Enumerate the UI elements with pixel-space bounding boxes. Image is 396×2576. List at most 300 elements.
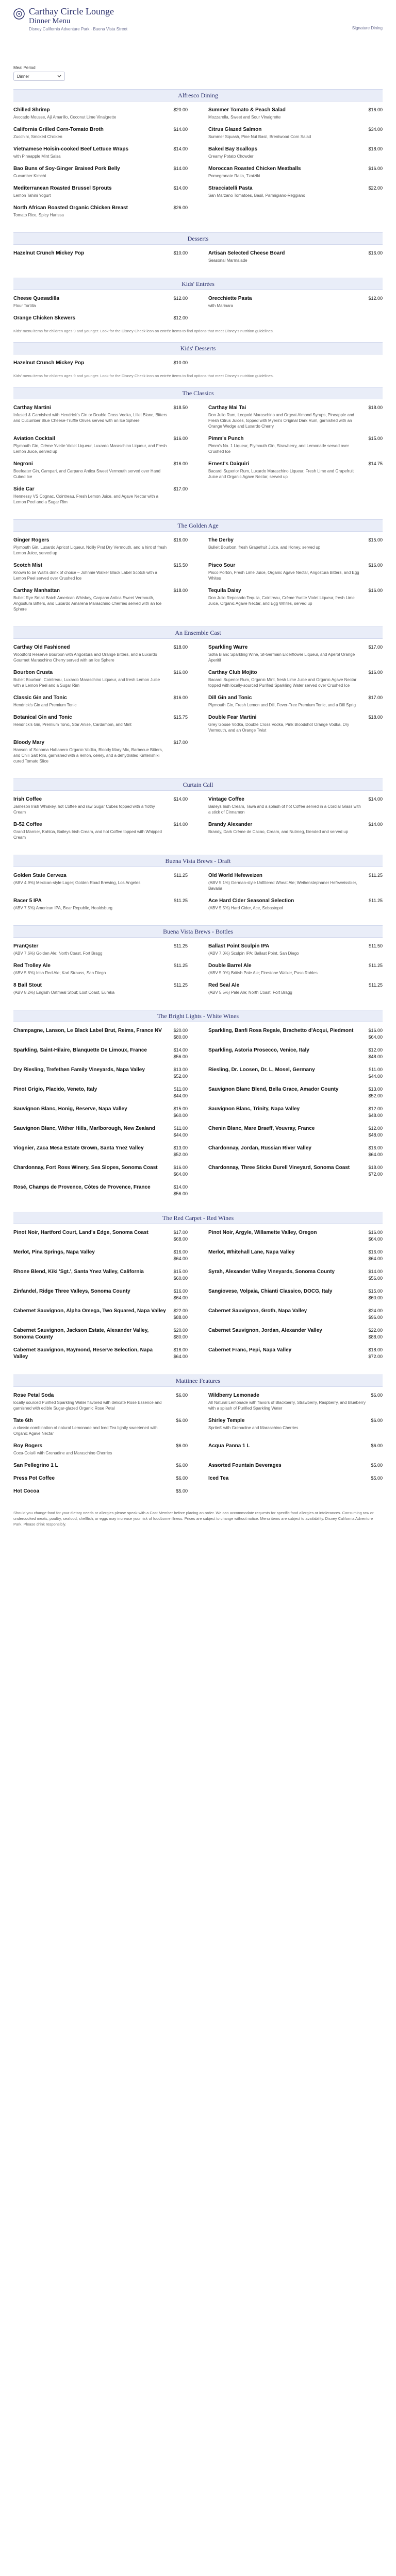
bottle-price: $64.00 — [368, 1152, 383, 1157]
menu-item — [13, 146, 188, 159]
menu-item-description: (ABV 5.0%) British Pale Ale; Firestone Walker, Paso Robles — [208, 971, 318, 975]
menu-item-name: Cabernet Franc, Pepi, Napa Valley — [208, 1347, 292, 1353]
menu-item — [208, 587, 383, 612]
menu-item-description: Creamy Potato Chowder — [208, 154, 254, 159]
menu-item-price: $26.00 — [173, 205, 188, 210]
menu-section — [13, 519, 383, 618]
glass-price: $12.00 — [368, 1106, 383, 1111]
menu-item-description: locally sourced Purified Sparkling Water flavored with delicate Rose Essence and garnished with edible Sugar-glazed Organic Rose Petal — [13, 1400, 162, 1411]
menu-item-name: Press Pot Coffee — [13, 1476, 55, 1481]
menu-item — [208, 250, 383, 263]
menu-item — [208, 1125, 383, 1139]
menu-item-info — [208, 1288, 368, 1295]
menu-item-info — [208, 250, 368, 263]
menu-item-price: $16.00 — [173, 695, 188, 700]
menu-item-name: Merlot, Whitehall Lane, Napa Valley — [208, 1249, 295, 1255]
menu-item-name: Carthay Club Mojito — [208, 670, 257, 675]
menu-item-description: Lemon Tahini Yogurt — [13, 193, 51, 198]
bottle-price: $64.00 — [368, 1256, 383, 1261]
menu-item-info — [13, 126, 173, 140]
menu-item-info — [13, 1184, 173, 1191]
menu-item — [208, 821, 383, 840]
menu-item-name: Hazelnut Crunch Mickey Pop — [13, 360, 85, 366]
menu-item-info — [13, 404, 173, 423]
menu-item-name: Acqua Panna 1 L — [208, 1443, 250, 1449]
menu-item-info — [208, 943, 369, 956]
menu-item-description: Pimm's No. 1 Liqueur, Plymouth Gin, Strawberry, and Lemonade served over Crushed Ice — [208, 444, 349, 454]
menu-item-info — [13, 537, 173, 556]
menu-item-info — [208, 1347, 368, 1353]
menu-item — [208, 537, 383, 556]
section-title: Kids' Desserts — [13, 342, 383, 354]
menu-item-info — [208, 1308, 368, 1314]
menu-item — [13, 1308, 188, 1321]
menu-item-name: Wildberry Lemonade — [208, 1393, 259, 1398]
bottle-price: $52.00 — [173, 1074, 188, 1079]
menu-item — [13, 1327, 188, 1341]
menu-item-price: $17.00 — [368, 695, 383, 700]
menu-item-description: Sofia Blanc Sparkling Wine, St-Germain Elderflower Liqueur, and Aperol Orange Aperitif — [208, 652, 355, 663]
bottle-price: $56.00 — [173, 1054, 188, 1059]
menu-section — [13, 1375, 383, 1501]
menu-item-info — [13, 1249, 173, 1256]
menu-item — [13, 1392, 188, 1411]
menu-item-description: San Marzano Tomatoes, Basil, Parmigiano-Reggiano — [208, 193, 305, 198]
menu-item-info — [13, 1443, 176, 1456]
menu-item-description: (ABV 8.2%) English Oatmeal Stout; Lost Coast, Eureka — [13, 990, 115, 995]
menu-item-grid — [13, 360, 383, 372]
menu-item-name: Merlot, Pina Springs, Napa Valley — [13, 1249, 95, 1255]
glass-price: $16.00 — [173, 1249, 188, 1255]
menu-item-info — [13, 962, 174, 976]
menu-item-name: Moroccan Roasted Chicken Meatballs — [208, 166, 301, 172]
glass-price: $15.00 — [173, 1106, 188, 1111]
menu-item-info — [208, 295, 368, 309]
menu-item-prices — [368, 1066, 383, 1080]
menu-item-name: Irish Coffee — [13, 796, 42, 802]
menu-item-info — [208, 587, 368, 606]
menu-item — [208, 1268, 383, 1282]
menu-item-description: Seasonal Marmalade — [208, 258, 248, 263]
menu-item-name: Scotch Mist — [13, 563, 43, 568]
menu-item — [13, 1417, 188, 1436]
menu-item-name: North African Roasted Organic Chicken Breast — [13, 205, 128, 211]
menu-section — [13, 626, 383, 770]
menu-item-price: $14.00 — [368, 796, 383, 802]
menu-item-name: Ernest's Daiquiri — [208, 461, 250, 467]
menu-item — [13, 360, 188, 366]
menu-item — [13, 165, 188, 179]
menu-item-info — [208, 562, 368, 581]
menu-item — [208, 295, 383, 309]
meal-period-select[interactable] — [13, 72, 65, 81]
menu-item-name: Riesling, Dr. Loosen, Dr. L, Mosel, Germany — [208, 1067, 315, 1073]
bottle-price: $60.00 — [173, 1276, 188, 1281]
menu-item-grid — [13, 644, 383, 770]
menu-item-price: $11.25 — [369, 898, 383, 903]
section-note: Kids' menu items for children ages 9 and younger. Look for the Disney Check icon on entrée items to find options that meet Disney's nutrition guidelines. — [13, 374, 274, 378]
menu-item-info — [13, 1392, 176, 1411]
menu-item-name: Rhone Blend, Kiki 'Sgt.', Santa Ynez Valley, California — [13, 1269, 144, 1275]
menu-item-description: Hanson of Sonoma Habanero Organic Vodka, Bloody Mary Mix, Barbecue Bitters, and Chili Salt Rim, garnished with a lemon, celery, and a dehydrated Kintenshiki cured Tomato Slice — [13, 748, 163, 764]
menu-item-info — [208, 537, 368, 550]
menu-item-price: $16.00 — [368, 670, 383, 675]
menu-item — [208, 872, 383, 891]
menu-item-name: Chenin Blanc, Mare Braeff, Vouvray, France — [208, 1126, 315, 1131]
menu-item-name: Roy Rogers — [13, 1443, 43, 1449]
menu-item-info — [13, 295, 173, 309]
menu-item-price: $34.00 — [368, 127, 383, 132]
restaurant-logo-icon — [13, 8, 25, 20]
menu-item-prices — [173, 1288, 188, 1301]
menu-section — [13, 342, 383, 379]
bottle-price: $44.00 — [368, 1074, 383, 1079]
menu-item-description: Pisco Portón, Fresh Lime Juice, Organic Agave Nectar, Angostura Bitters, and Egg Whites — [208, 570, 359, 581]
menu-item-grid — [13, 796, 383, 846]
bottle-price: $72.00 — [368, 1172, 383, 1177]
menu-item-info — [13, 1327, 173, 1341]
menu-item-description: All Natural Lemonade with flavors of Blackberry, Strawberry, Raspberry, and Blueberry with a splash of Purified Sparkling Water — [208, 1400, 366, 1411]
menu-item-description: (ABV 5.5%) Hard Cider, Ace, Sebastopol — [208, 906, 283, 910]
glass-price: $16.00 — [368, 1145, 383, 1150]
glass-price: $13.00 — [368, 1087, 383, 1092]
bottle-price: $80.00 — [173, 1035, 188, 1040]
menu-item-description: Bulleit Rye Small Batch American Whiskey, Carpano Antica Sweet Vermouth, Angostura Bitters, and Luxardo Amarena Maraschino Cherries served with an Ice Sphere — [13, 596, 162, 612]
menu-item-name: Sauvignon Blanc, Trinity, Napa Valley — [208, 1106, 300, 1112]
header — [13, 0, 383, 31]
page-subtitle: Dinner Menu — [29, 17, 71, 25]
menu-item-name: Bourbon Crusta — [13, 670, 53, 675]
menu-item-name: Shirley Temple — [208, 1418, 245, 1423]
section-title: Curtain Call — [13, 778, 383, 791]
menu-item-info — [208, 962, 369, 976]
bottle-price: $88.00 — [173, 1315, 188, 1320]
menu-item-name: California Grilled Corn-Tomato Broth — [13, 127, 104, 132]
section-title: The Bright Lights - White Wines — [13, 1010, 383, 1022]
menu-item-price: $5.00 — [371, 1463, 383, 1468]
menu-item-prices — [368, 1125, 383, 1139]
menu-item-grid — [13, 107, 383, 224]
menu-item-name: Orange Chicken Skewers — [13, 315, 76, 321]
menu-item — [208, 562, 383, 581]
menu-item — [13, 1268, 188, 1282]
menu-item-prices — [173, 1047, 188, 1060]
menu-item-prices — [368, 1268, 383, 1282]
menu-item-price: $18.00 — [368, 405, 383, 410]
menu-item-price: $11.25 — [369, 963, 383, 968]
menu-item-description: Plymouth Gin, Crème Yvette Violet Liqueur, Luxardo Maraschino Liqueur, and Fresh Lemon Juice, served up — [13, 444, 167, 454]
menu-item — [208, 1288, 383, 1301]
menu-item-price: $6.00 — [176, 1443, 188, 1448]
menu-item — [13, 315, 188, 321]
menu-item-description: with Pineapple Mint Salsa — [13, 154, 61, 159]
menu-item — [13, 461, 188, 480]
menu-item — [13, 295, 188, 309]
menu-item-price: $6.00 — [371, 1418, 383, 1423]
menu-item-info — [13, 1347, 173, 1360]
menu-item-name: San Pellegrino 1 L — [13, 1463, 58, 1468]
menu-item-description: Hendrick's Gin and Premium Tonic — [13, 703, 77, 707]
menu-item — [13, 1145, 188, 1158]
menu-item-description: Grey Goose Vodka, Double Cross Vodka, Pink Bloodshot Orange Vodka, Dry Vermouth, and an Orange Twist — [208, 722, 350, 733]
bottle-price: $64.00 — [173, 1354, 188, 1359]
glass-price: $22.00 — [173, 1308, 188, 1313]
meal-period-value: Dinner — [17, 74, 29, 79]
menu-item-price: $16.00 — [368, 588, 383, 593]
glass-price: $16.00 — [368, 1028, 383, 1033]
bottle-price: $64.00 — [368, 1236, 383, 1242]
menu-item-name: Sauvignon Blanc, Wither Hills, Marlborough, New Zealand — [13, 1126, 155, 1131]
menu-item-description: Mozzarella, Sweet and Sour Vinaigrette — [208, 115, 281, 120]
menu-item-prices — [173, 1249, 188, 1262]
menu-item-info — [13, 897, 174, 911]
menu-item-price: $16.00 — [368, 563, 383, 568]
menu-item-price: $11.25 — [174, 982, 188, 988]
bottle-price: $68.00 — [173, 1236, 188, 1242]
menu-item-description: Plymouth Gin, Fresh Lemon and Dill, Fever-Tree Premium Tonic, and a Dill Sprig — [208, 703, 356, 707]
meal-period — [13, 65, 383, 81]
menu-item-info — [13, 360, 173, 366]
menu-item-description: Woodford Reserve Bourbon with Angostura and Orange Bitters, and a Luxardo Gourmet Maraschino Cherry served with an Ice Sphere — [13, 652, 157, 663]
menu-item-name: Classic Gin and Tonic — [13, 695, 67, 701]
menu-item-price: $16.00 — [173, 436, 188, 441]
menu-item — [13, 1488, 188, 1495]
menu-item-info — [13, 796, 173, 815]
bottle-price: $44.00 — [173, 1132, 188, 1138]
menu-item-description: (ABV 7.6%) Golden Ale; North Coast, Fort Bragg — [13, 951, 103, 956]
menu-item-info — [208, 1462, 371, 1469]
menu-item-info — [13, 821, 173, 840]
menu-item — [13, 897, 188, 911]
bottle-price: $64.00 — [173, 1172, 188, 1177]
menu-sections — [13, 89, 383, 1501]
menu-item-info — [208, 821, 368, 835]
section-title: The Classics — [13, 387, 383, 399]
menu-section — [13, 855, 383, 917]
menu-item-prices — [173, 1164, 188, 1178]
menu-item-price: $15.00 — [368, 537, 383, 543]
menu-item-name: Side Car — [13, 486, 35, 492]
menu-item-name: Double Fear Martini — [208, 715, 257, 720]
menu-item-name: Pisco Sour — [208, 563, 236, 568]
menu-item — [208, 107, 383, 120]
menu-item-name: Red Trolley Ale — [13, 963, 51, 969]
menu-item-name: Pimm's Punch — [208, 436, 244, 442]
section-title: Mattinee Features — [13, 1375, 383, 1387]
menu-item-prices — [173, 1106, 188, 1119]
menu-item-info — [13, 587, 173, 612]
menu-item-info — [208, 1086, 368, 1093]
menu-item — [13, 1288, 188, 1301]
menu-item-name: Stracciatelli Pasta — [208, 185, 253, 191]
menu-item-prices — [173, 1125, 188, 1139]
menu-item-name: Cabernet Sauvignon, Jackson Estate, Alexander Valley, Sonoma County — [13, 1328, 149, 1340]
menu-item-name: Tate 6th — [13, 1418, 33, 1423]
menu-item-prices — [173, 1066, 188, 1080]
menu-item-info — [208, 1229, 368, 1236]
menu-item-info — [13, 1488, 176, 1495]
menu-item — [208, 1249, 383, 1262]
menu-item — [13, 1443, 188, 1456]
menu-item-info — [208, 796, 368, 815]
menu-item-name: Negroni — [13, 461, 33, 467]
menu-item-price: $16.00 — [173, 537, 188, 543]
menu-item — [13, 739, 188, 764]
menu-item-name: Orecchiette Pasta — [208, 296, 252, 301]
page-title: Carthay Circle Lounge — [29, 6, 114, 16]
menu-item-price: $14.00 — [173, 822, 188, 827]
menu-item-price: $11.50 — [369, 943, 383, 948]
menu-item-info — [208, 185, 368, 198]
menu-item-name: Bao Buns of Soy-Ginger Braised Pork Belly — [13, 166, 120, 172]
menu-item-description: (ABV 5.1%) German-style Unfiltered Wheat Ale; Weihenstephaner Hefeweissbier, Bavaria — [208, 880, 357, 891]
menu-item-info — [13, 1106, 173, 1112]
glass-price: $16.00 — [173, 1289, 188, 1294]
menu-item-info — [208, 1164, 368, 1171]
menu-item-info — [208, 1417, 371, 1431]
menu-item-price: $16.00 — [173, 461, 188, 466]
menu-item-info — [208, 107, 368, 120]
menu-item-info — [13, 486, 173, 505]
menu-item-info — [13, 562, 173, 581]
menu-item — [13, 107, 188, 120]
menu-section — [13, 1212, 383, 1366]
menu-item-price: $6.00 — [176, 1418, 188, 1423]
menu-item-name: Artisan Selected Cheese Board — [208, 250, 285, 256]
glass-price: $24.00 — [368, 1308, 383, 1313]
menu-item-prices — [368, 1288, 383, 1301]
menu-item-name: Cabernet Sauvignon, Alpha Omega, Two Squared, Napa Valley — [13, 1308, 166, 1314]
menu-item-info — [208, 404, 368, 429]
meal-period-label: Meal Period — [13, 65, 36, 70]
menu-item-prices — [173, 1229, 188, 1243]
menu-item-prices — [173, 1145, 188, 1158]
menu-item — [13, 404, 188, 429]
menu-item-name: Carthay Mai Tai — [208, 405, 246, 411]
menu-section — [13, 89, 383, 224]
menu-item-info — [13, 205, 173, 218]
menu-item-info — [13, 739, 173, 764]
bottle-price: $96.00 — [368, 1315, 383, 1320]
menu-item-price: $17.00 — [173, 486, 188, 492]
menu-item — [13, 943, 188, 956]
menu-item-price: $6.00 — [176, 1393, 188, 1398]
menu-item-info — [13, 185, 173, 198]
menu-item-prices — [368, 1249, 383, 1262]
menu-item-description: (ABV 7.0%) Sculpin IPA; Ballast Point, San Diego — [208, 951, 299, 956]
menu-item-info — [13, 315, 173, 321]
menu-item-info — [208, 1027, 368, 1034]
menu-item-name: Racer 5 IPA — [13, 898, 42, 904]
menu-item-info — [13, 165, 173, 179]
menu-item — [13, 1347, 188, 1360]
menu-item-grid — [13, 404, 383, 511]
menu-item — [13, 1249, 188, 1262]
menu-section — [13, 778, 383, 846]
menu-item-info — [13, 872, 174, 886]
menu-item-info — [13, 669, 173, 688]
menu-item — [13, 644, 188, 663]
menu-item-name: Sangiovese, Volpaia, Chianti Classico, DOCG, Italy — [208, 1289, 333, 1294]
menu-item-info — [208, 669, 368, 688]
menu-item-prices — [368, 1229, 383, 1243]
menu-item-price: $22.00 — [368, 185, 383, 191]
menu-item-name: Pinot Noir, Argyle, Willamette Valley, Oregon — [208, 1230, 317, 1235]
chevron-down-icon — [57, 75, 61, 78]
section-title: Kids' Entrées — [13, 278, 383, 290]
menu-item-price: $14.00 — [173, 185, 188, 191]
menu-item-name: Pinot Grigio, Placido, Veneto, Italy — [13, 1087, 97, 1092]
menu-item-grid — [13, 872, 383, 917]
menu-item-price: $10.00 — [173, 250, 188, 256]
menu-item-name: Botanical Gin and Tonic — [13, 715, 72, 720]
menu-item — [208, 943, 383, 956]
menu-item-info — [13, 1288, 173, 1295]
menu-item-name: Sparkling, Saint-Hilaire, Blanquette De Limoux, France — [13, 1047, 147, 1053]
glass-price: $14.00 — [368, 1269, 383, 1274]
menu-item — [208, 435, 383, 454]
menu-item — [13, 1066, 188, 1080]
menu-item-prices — [173, 1086, 188, 1099]
menu-item-info — [13, 1125, 173, 1132]
menu-item — [13, 1027, 188, 1041]
menu-item-info — [13, 714, 173, 727]
menu-item — [13, 486, 188, 505]
menu-item-info — [208, 1475, 371, 1482]
menu-item — [13, 796, 188, 815]
menu-item — [208, 1229, 383, 1243]
menu-item-info — [13, 146, 173, 159]
menu-item — [13, 1462, 188, 1469]
menu-item-info — [208, 461, 368, 480]
menu-item — [208, 146, 383, 159]
menu-item-info — [208, 1327, 368, 1334]
menu-item-name: Viognier, Zaca Mesa Estate Grown, Santa Ynez Valley — [13, 1145, 144, 1151]
menu-item-info — [208, 146, 368, 159]
menu-item-grid — [13, 943, 383, 1002]
glass-price: $14.00 — [173, 1184, 188, 1190]
bottle-price: $56.00 — [173, 1191, 188, 1196]
menu-item — [208, 644, 383, 663]
menu-item-description: Avocado Mousse, Ají Amarillo, Coconut Lime Vinaigrette — [13, 115, 117, 120]
menu-item — [13, 250, 188, 263]
menu-item-name: Tequila Daisy — [208, 588, 241, 594]
allergy-disclaimer: Should you change food for your dietary needs or allergies please speak with a Cast Member before placing an order. We can accommodate requests for specific food allergies or intolerances. Consuming raw or undercooked meats, poultry, seafood, shellfish, or eggs may increase your risk of foodborne illness. Prices are subject to change without notice. Menu items are subject to availability. Disney California Adventure Park. Please drink responsibly. — [13, 1511, 374, 1527]
menu-item-name: Chardonnay, Fort Ross Winery, Sea Slopes, Sonoma Coast — [13, 1165, 158, 1171]
menu-item-price: $16.00 — [368, 250, 383, 256]
glass-price: $20.00 — [173, 1328, 188, 1333]
menu-item — [13, 1229, 188, 1243]
menu-item-name: Aviation Cocktail — [13, 436, 55, 442]
menu-item-description: Bacardi Superior Rum, Organic Mint, fresh Lime Juice and Organic Agave Nectar topped with locally-sourced Purified Sparkling Water served over Crushed Ice — [208, 677, 357, 688]
glass-price: $11.00 — [174, 1087, 188, 1092]
menu-item-description: Coca-Cola® with Grenadine and Maraschino Cherries — [13, 1451, 112, 1455]
menu-section — [13, 925, 383, 1002]
menu-item-name: Sauvignon Blanc Blend, Bella Grace, Amador County — [208, 1087, 339, 1092]
menu-item-name: Dry Riesling, Trefethen Family Vineyards, Napa Valley — [13, 1067, 145, 1073]
menu-item-description: a classic combination of natural Lemonade and Iced Tea lightly sweetened with Organic Agave Nectar — [13, 1426, 158, 1436]
menu-item-info — [13, 107, 173, 120]
menu-item-prices — [368, 1308, 383, 1321]
menu-item-name: Hot Cocoa — [13, 1488, 39, 1494]
menu-item-price: $18.00 — [173, 645, 188, 650]
menu-item — [208, 897, 383, 911]
menu-item-name: Assorted Fountain Beverages — [208, 1463, 282, 1468]
menu-item-prices — [173, 1347, 188, 1360]
menu-item-info — [208, 982, 369, 995]
menu-item-prices — [368, 1086, 383, 1099]
menu-item-name: The Derby — [208, 537, 234, 543]
